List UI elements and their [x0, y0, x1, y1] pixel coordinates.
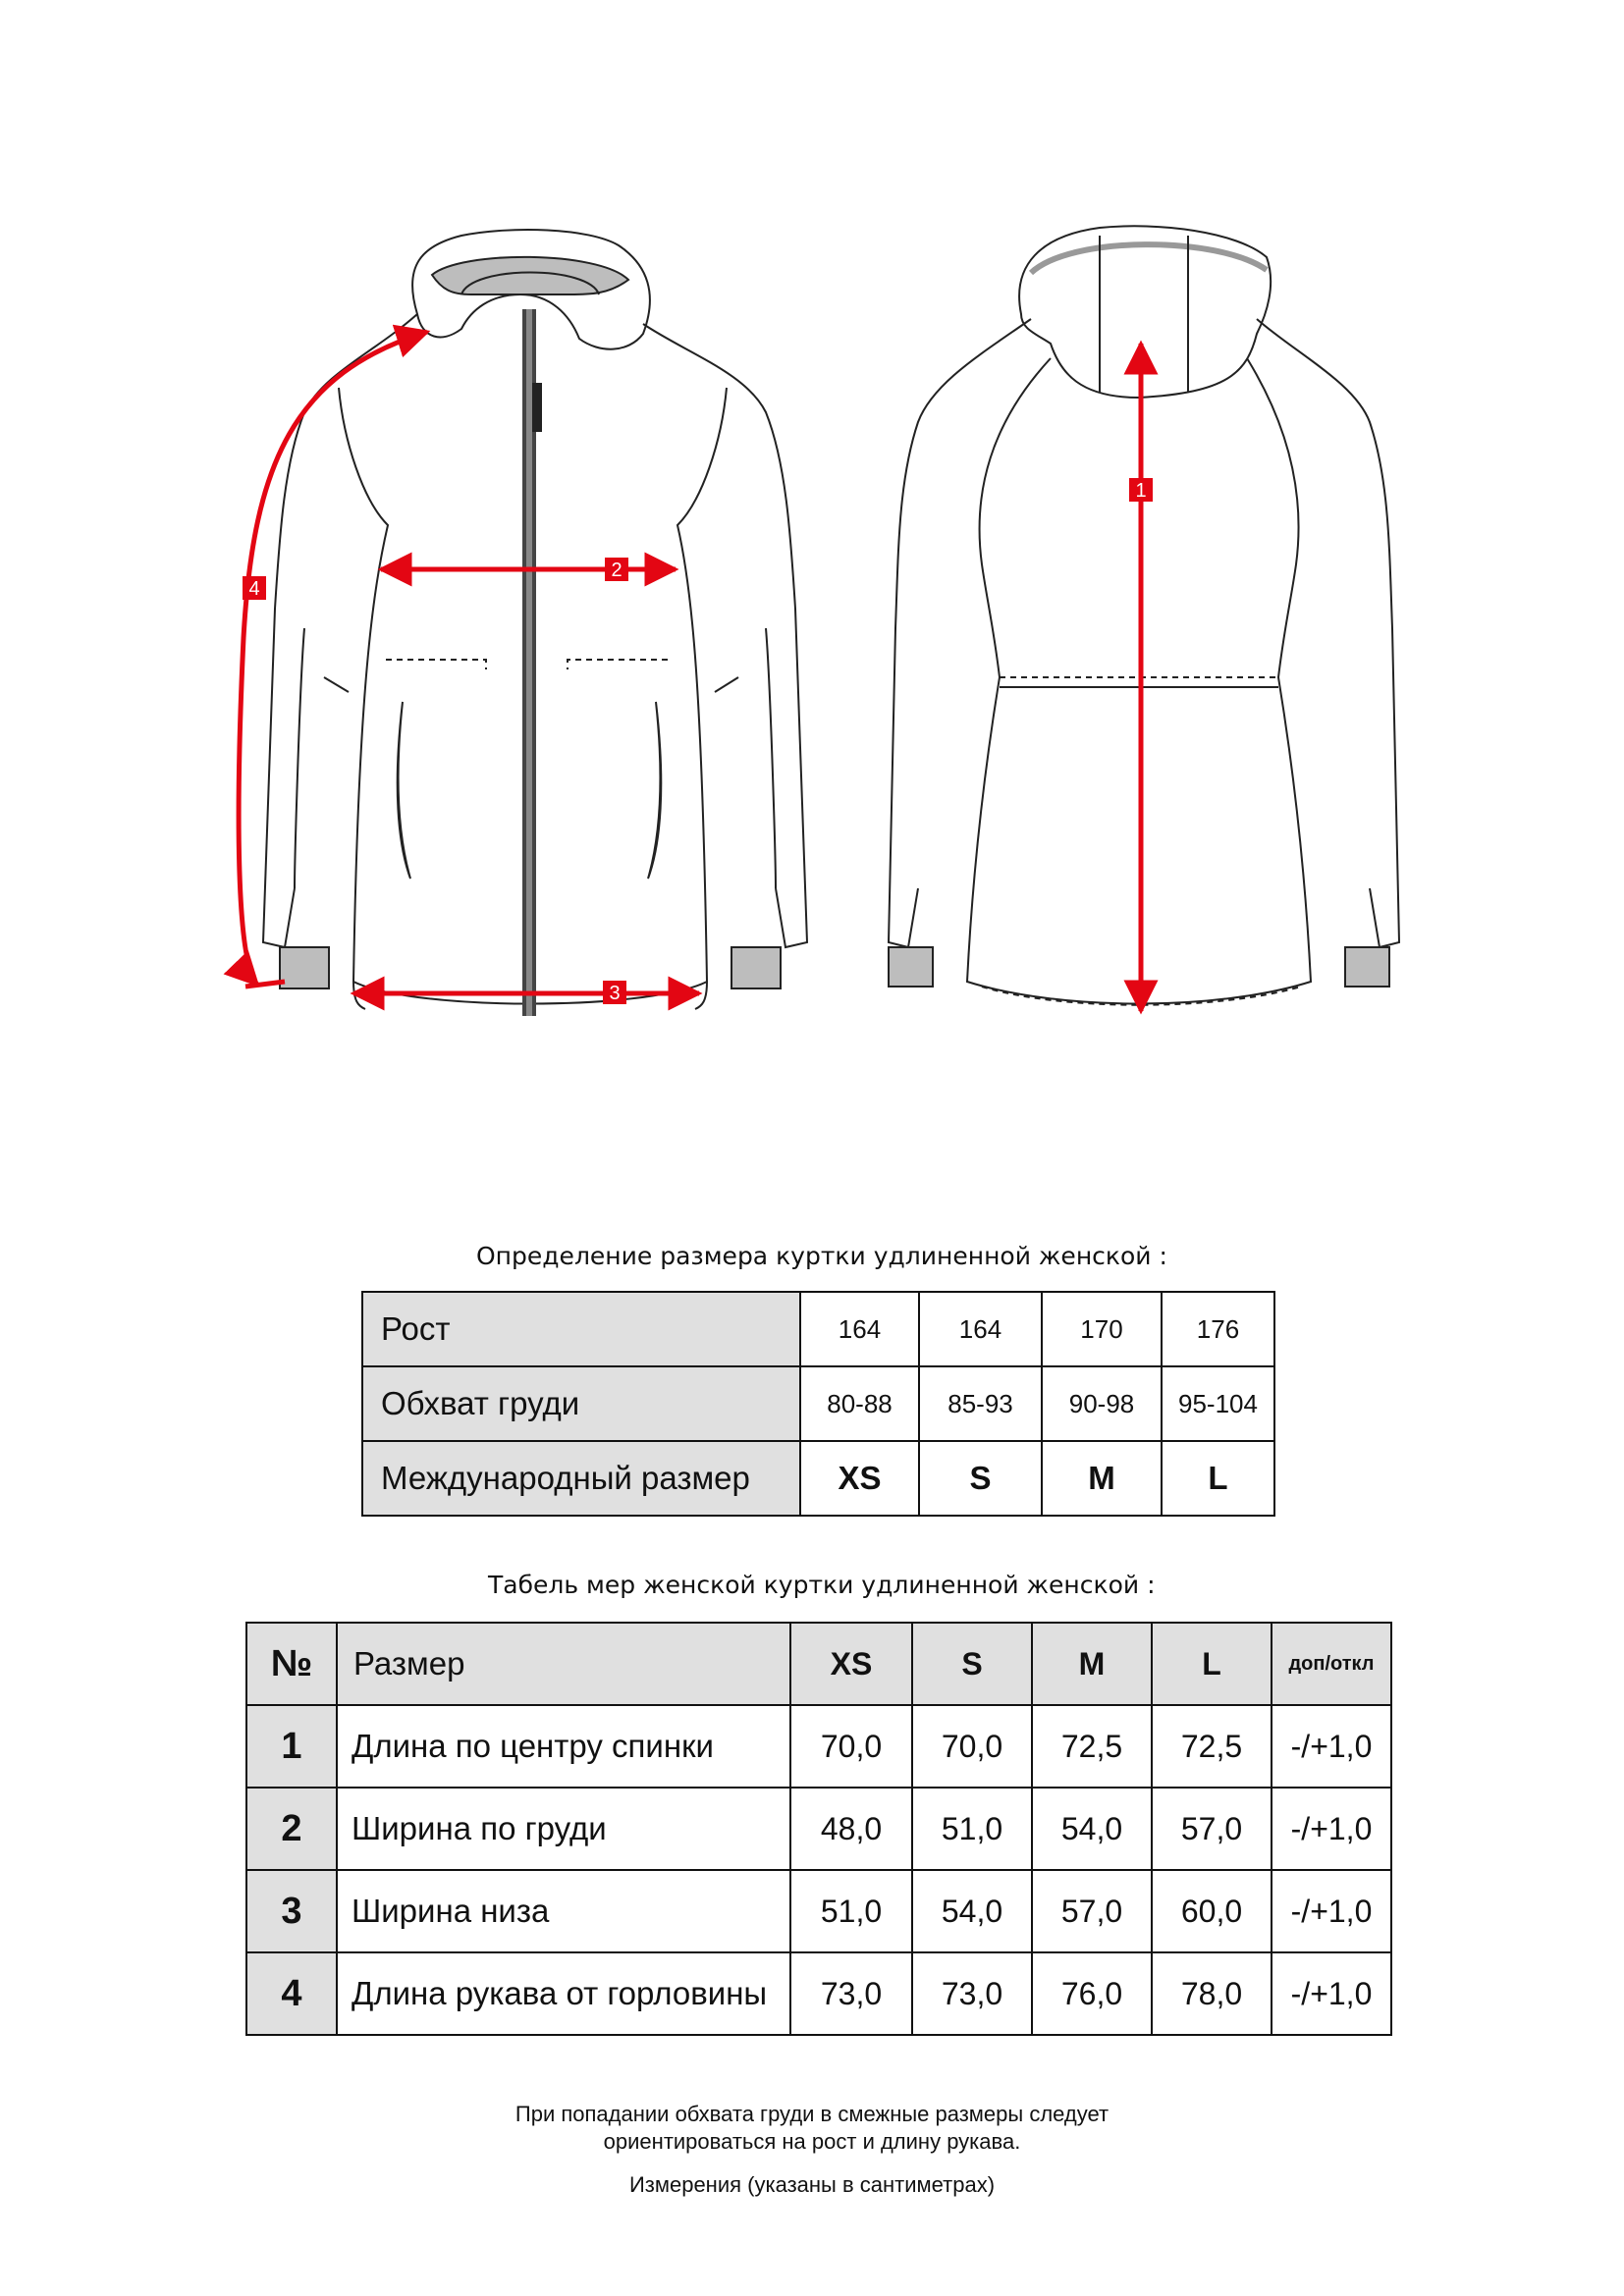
cell-tolerance: -/+1,0 — [1272, 1870, 1391, 1952]
jacket-diagram — [0, 0, 1624, 1129]
cell-tolerance: -/+1,0 — [1272, 1705, 1391, 1788]
row-num: 2 — [246, 1788, 337, 1870]
cell: 54,0 — [912, 1870, 1032, 1952]
row-label: Ширина по груди — [337, 1788, 790, 1870]
marker-1: 1 — [1135, 480, 1147, 502]
cell: 54,0 — [1032, 1788, 1152, 1870]
cell: 78,0 — [1152, 1952, 1272, 2035]
row-label: Ширина низа — [337, 1870, 790, 1952]
header-size: XS — [790, 1623, 912, 1705]
marker-2: 2 — [611, 560, 623, 581]
cell: 164 — [919, 1292, 1042, 1366]
measurements-table — [245, 1622, 1392, 2036]
row-label: Длина по центру спинки — [337, 1705, 790, 1788]
row-num: 1 — [246, 1705, 337, 1788]
header-size: S — [912, 1623, 1032, 1705]
table-header-row — [246, 1623, 1391, 1705]
row-num: 3 — [246, 1870, 337, 1952]
size-definition-table — [361, 1291, 1275, 1517]
header-label: Размер — [337, 1623, 790, 1705]
note-units: Измерения (указаны в сантиметрах) — [628, 2172, 996, 2197]
cell: 60,0 — [1152, 1870, 1272, 1952]
table-row — [246, 1870, 1391, 1952]
table-row — [362, 1366, 1274, 1441]
table-row — [362, 1292, 1274, 1366]
cell: 72,5 — [1032, 1705, 1152, 1788]
cell: 73,0 — [912, 1952, 1032, 2035]
cell: 80-88 — [800, 1366, 919, 1441]
cell: 72,5 — [1152, 1705, 1272, 1788]
cuff-right — [731, 947, 781, 988]
row-label: Обхват груди — [362, 1366, 800, 1441]
cell: 164 — [800, 1292, 919, 1366]
cell-tolerance: -/+1,0 — [1272, 1952, 1391, 2035]
cell: 176 — [1162, 1292, 1274, 1366]
cell: 51,0 — [790, 1870, 912, 1952]
cell: 90-98 — [1042, 1366, 1162, 1441]
row-label: Длина рукава от горловины — [337, 1952, 790, 2035]
cell: 95-104 — [1162, 1366, 1274, 1441]
cell: 170 — [1042, 1292, 1162, 1366]
measurement-labels — [243, 478, 1153, 1004]
cell: S — [919, 1441, 1042, 1516]
cell: 76,0 — [1032, 1952, 1152, 2035]
cell: 73,0 — [790, 1952, 912, 2035]
cell: 70,0 — [790, 1705, 912, 1788]
cell: 51,0 — [912, 1788, 1032, 1870]
marker-3: 3 — [609, 983, 621, 1004]
cell: 85-93 — [919, 1366, 1042, 1441]
cuff-left — [280, 947, 329, 988]
cell: 70,0 — [912, 1705, 1032, 1788]
header-size: M — [1032, 1623, 1152, 1705]
cell: M — [1042, 1441, 1162, 1516]
cell-tolerance: -/+1,0 — [1272, 1788, 1391, 1870]
cell: 57,0 — [1152, 1788, 1272, 1870]
row-label: Международный размер — [362, 1441, 800, 1516]
table-row — [246, 1705, 1391, 1788]
row-label: Рост — [362, 1292, 800, 1366]
cell: 57,0 — [1032, 1870, 1152, 1952]
jacket-back-view — [889, 226, 1399, 1004]
cell: L — [1162, 1441, 1274, 1516]
measurements-title: Табель мер женской куртки удлиненной женской : — [488, 1571, 1156, 1599]
table-row — [246, 1788, 1391, 1870]
size-definition-title: Определение размера куртки удлиненной женской : — [476, 1242, 1167, 1270]
table-row — [362, 1441, 1274, 1516]
cell: 48,0 — [790, 1788, 912, 1870]
row-num: 4 — [246, 1952, 337, 2035]
table-row — [246, 1952, 1391, 2035]
header-num: № — [246, 1623, 337, 1705]
note-line-1: При попадании обхвата груди в смежные размеры следует — [514, 2102, 1110, 2126]
header-tolerance: доп/откл — [1272, 1623, 1391, 1705]
cell: XS — [800, 1441, 919, 1516]
measurement-arrows — [239, 332, 1141, 1011]
note-line-2: ориентироваться на рост и длину рукава. — [603, 2129, 1021, 2154]
marker-4: 4 — [248, 578, 260, 600]
header-size: L — [1152, 1623, 1272, 1705]
